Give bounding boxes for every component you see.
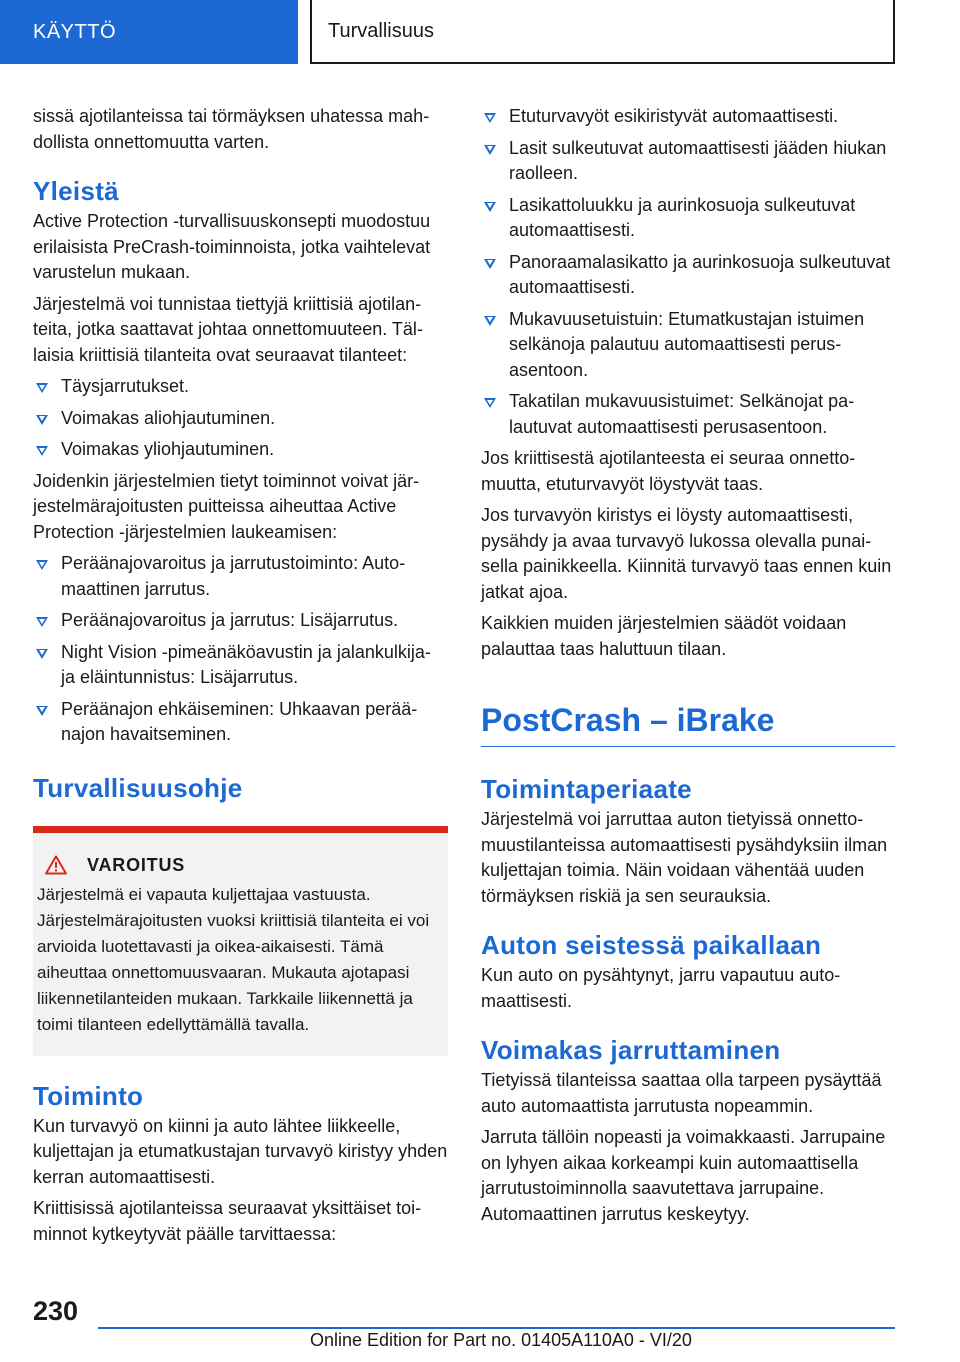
heading-toimintaperiaate: Toimintaperiaate — [481, 774, 692, 804]
automatic-actions-list — [481, 104, 895, 440]
bullet-triangle-icon — [484, 316, 496, 326]
heading-voimakas-jarruttaminen: Voimakas jarruttaminen — [481, 1035, 781, 1065]
heading-toiminto: Toiminto — [33, 1080, 144, 1111]
list-item: Lasikattoluukku ja aurinkosuoja sulkeutuvat automaattisesti. — [481, 193, 895, 244]
bullet-triangle-icon — [36, 415, 48, 425]
section-tab[interactable]: KÄYTTÖ — [0, 0, 298, 64]
bullet-triangle-icon — [36, 706, 48, 716]
warning-box — [33, 826, 448, 1056]
toiminto-paragraph-2: Kriittisissä ajotilanteissa seuraavat yksittäiset toiminnot kytkeytyvät päälle tarvittaessa: — [33, 1198, 422, 1244]
warning-triangle-icon — [45, 855, 67, 875]
list-item: Etuturvavyöt esikiristyvät automaattisesti. — [481, 104, 895, 130]
list-item: Lasit sulkeutuvat automaattisesti jääden hiukan raolleen. — [481, 136, 895, 187]
page-number: 230 — [33, 1296, 79, 1326]
left-column — [33, 104, 448, 1253]
right-paragraph-3: Kaikkien muiden järjestelmien säädöt voidaan palauttaa taas haluttuun tilaan. — [481, 613, 847, 659]
warning-title: VAROITUS — [87, 854, 186, 875]
heading-turvallisuusohje: Turvallisuusohje — [33, 772, 243, 803]
bullet-triangle-icon — [484, 113, 496, 123]
principle-paragraph: Järjestelmä voi jarruttaa auton tietyissä onnettomuustilanteissa automaattisesti pysähdyksiin ilman kuljettajan toimia. Näin voidaan vähentää uuden törmäyksen riskiä ja sen seurauksia. — [481, 809, 888, 906]
bullet-triangle-icon — [484, 398, 496, 408]
bullet-triangle-icon — [36, 383, 48, 393]
bullet-triangle-icon — [484, 259, 496, 269]
critical-situations-list — [33, 374, 448, 463]
yleista-paragraph-1: Active Protection -turvallisuuskonsepti muodostuu erilaisista PreCrash-toiminnoista, jotka vaihtelevat varustelun mukaan. — [33, 211, 431, 282]
list-item: Voimakas aliohjautuminen. — [33, 406, 448, 432]
right-paragraph-2: Jos turvavyön kiristys ei löysty automaattisesti, pysähdy ja avaa turvavyö lukossa olevalla punaisella painikkeella. Kiinnitä turvavyö taas ennen kuin jatkat ajoa. — [481, 505, 892, 602]
edition-note: Online Edition for Part no. 01405A110A0 - VI/20 — [310, 1330, 692, 1350]
right-column — [481, 104, 895, 1233]
heading-postcrash-ibrake: PostCrash – iBrake — [481, 700, 895, 747]
right-paragraph-1: Jos kriittisestä ajotilanteesta ei seuraa onnettomuutta, etuturvavyöt löystyvät taas. — [481, 448, 856, 494]
footer-divider — [98, 1327, 895, 1329]
stationary-paragraph: Kun auto on pysähtynyt, jarru vapautuu automaattisesti. — [481, 965, 841, 1011]
warning-header — [37, 855, 432, 876]
topic-tab[interactable]: Turvallisuus — [310, 0, 895, 64]
strong-braking-paragraph-1: Tietyissä tilanteissa saattaa olla tarpeen pysäyttää auto automaattista jarrutusta nopeammin. — [481, 1070, 882, 1116]
bullet-triangle-icon — [36, 560, 48, 570]
heading-auton-seistessa: Auton seistessä paikallaan — [481, 930, 822, 960]
yleista-paragraph-3: Joidenkin järjestelmien tietyt toiminnot voivat järjestelmärajoitusten puitteissa aiheuttaa Active Protection -järjestelmien laukeamisen: — [33, 470, 420, 542]
list-item: Panoraamalasikatto ja aurinkosuoja sulkeutuvat automaattisesti. — [481, 250, 895, 301]
toiminto-paragraph-1: Kun turvavyö on kiinni ja auto lähtee liikkeelle, kuljettajan ja etumatkustajan turvavyö kiristyy yhden kerran automaattisesti. — [33, 1115, 448, 1187]
list-item: Mukavuusetuistuin: Etumatkustajan istuimen selkänoja palautuu automaattisesti perusasentoon. — [481, 307, 895, 384]
list-item: Peräänajovaroitus ja jarrutus: Lisäjarrutus. — [33, 608, 448, 634]
bullet-triangle-icon — [36, 617, 48, 627]
list-item: Voimakas yliohjautuminen. — [33, 437, 448, 463]
list-item: Peräänajovaroitus ja jarrutustoiminto: Automaattinen jarrutus. — [33, 551, 448, 602]
strong-braking-paragraph-2: Jarruta tällöin nopeasti ja voimakkaasti. Jarrupaine on lyhyen aikaa korkeampi kuin automaattisella jarrutustoiminnolla saavutettava jarrupaine. Automaattinen jarrutus keskeytyy. — [481, 1127, 886, 1224]
system-functions-list — [33, 551, 448, 748]
bullet-triangle-icon — [484, 202, 496, 212]
bullet-triangle-icon — [36, 446, 48, 456]
intro-paragraph: sissä ajotilanteissa tai törmäyksen uhatessa mahdollista onnettomuutta varten. — [33, 106, 430, 152]
list-item: Takatilan mukavuusistuimet: Selkänojat palautuvat automaattisesti perusasentoon. — [481, 389, 895, 440]
heading-yleista: Yleistä — [33, 176, 119, 206]
list-item: Night Vision -pimeänäköavustin ja jalankulkija- ja eläintunnistus: Lisäjarrutus. — [33, 640, 448, 691]
yleista-paragraph-2: Järjestelmä voi tunnistaa tiettyjä kriittisiä ajotilanteita, jotka saattavat johtaa onnettomuuteen. Tällaisia kriittisiä tilanteita ovat seuraavat tilanteet: — [33, 293, 423, 365]
list-item: Peräänajon ehkäiseminen: Uhkaavan peräänajon havaitseminen. — [33, 697, 448, 748]
page-header — [0, 0, 960, 66]
bullet-triangle-icon — [484, 145, 496, 155]
warning-text: Järjestelmä ei vapauta kuljettajaa vastuusta. Järjestelmärajoitusten vuoksi kriittisiä tilanteita ei voi arvioida luotettavasti ja oikea-aikaisesti. Tämä aiheuttaa onnettomuusvaaran. Mukauta ajotapasi liikennetilanteiden mukaan. Tarkkaile liikennettä ja toimi tilanteen edellyttämällä tavalla. — [37, 884, 430, 1034]
list-item: Täysjarrutukset. — [33, 374, 448, 400]
bullet-triangle-icon — [36, 649, 48, 659]
